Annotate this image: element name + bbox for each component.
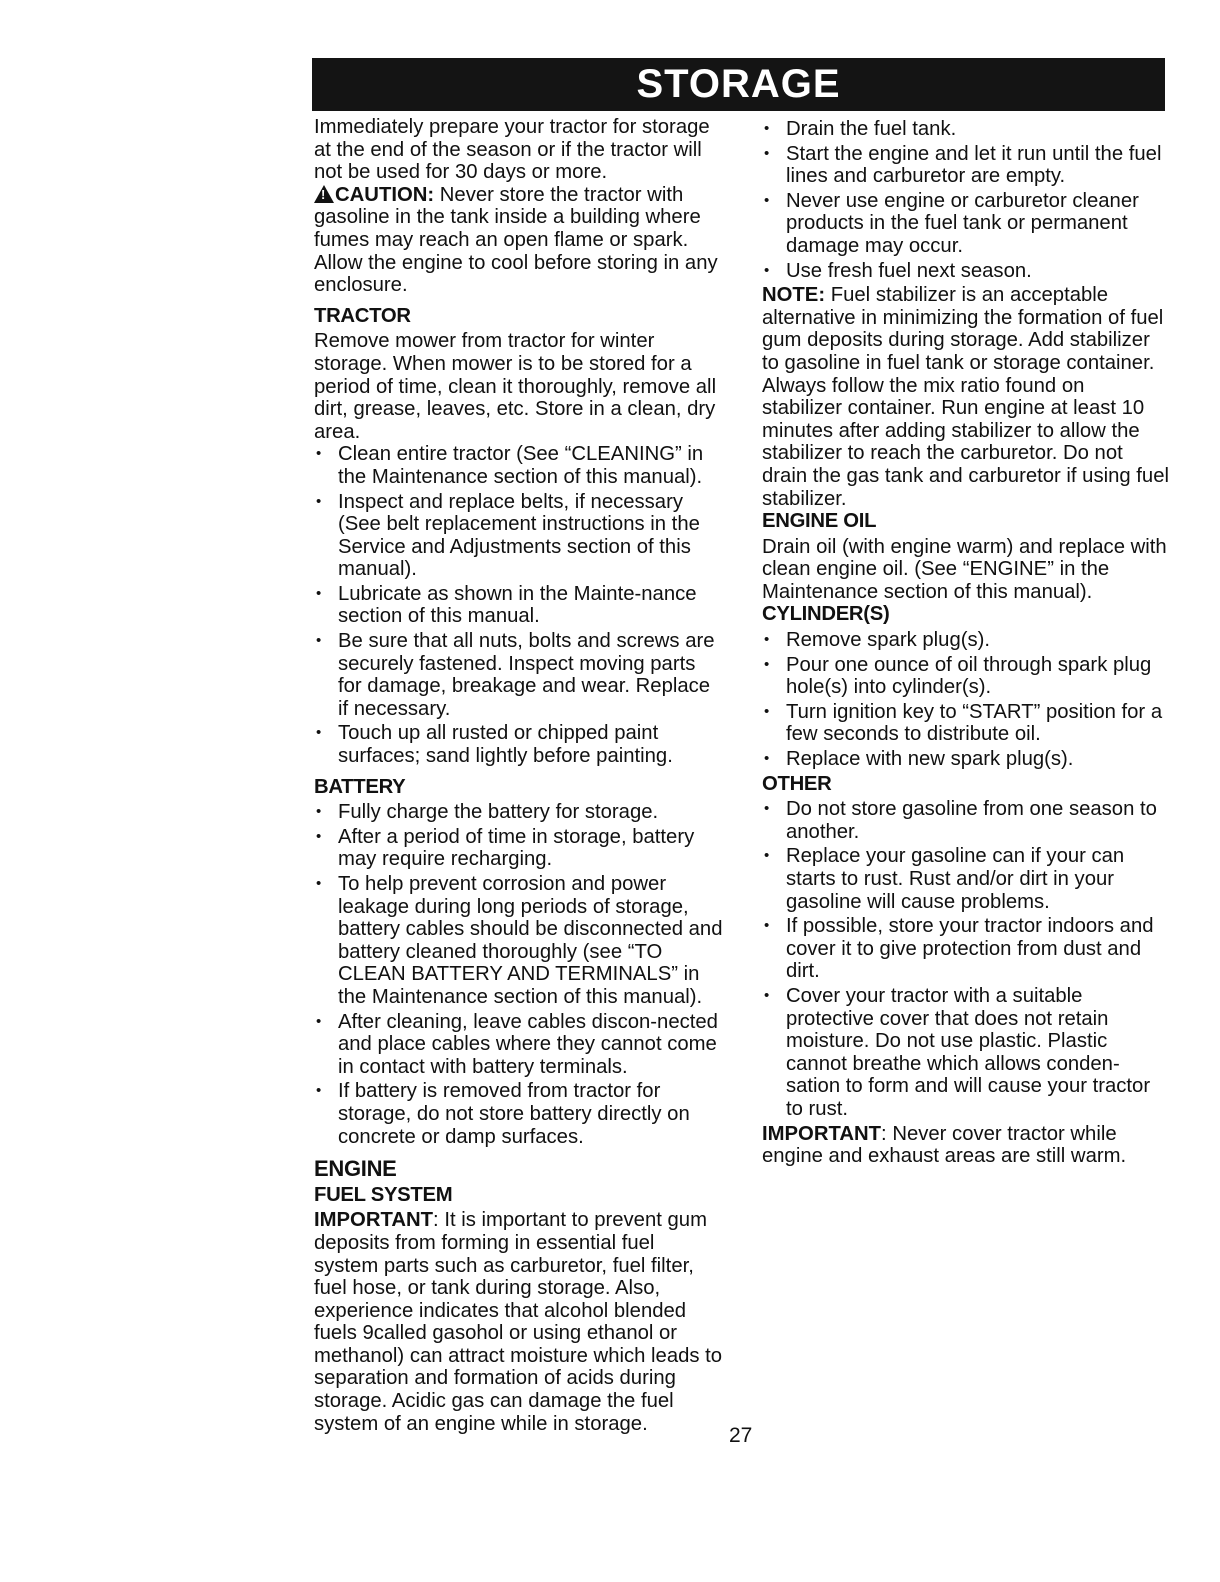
- list-item: • Be sure that all nuts, bolts and screws are securely fastened. Inspect moving parts for damage, breakage and wear. Replace if necessary.: [314, 630, 724, 720]
- engine-oil-heading: ENGINE OIL: [762, 510, 877, 533]
- tractor-list: [314, 443, 724, 767]
- fuel-system-heading: FUEL SYSTEM: [314, 1183, 453, 1206]
- list-item: • Replace your gasoline can if your can starts to rust. Rust and/or dirt in your gasoline will cause problems.: [762, 845, 1170, 913]
- note-label: NOTE:: [762, 284, 826, 307]
- cylinders-list: [762, 629, 1170, 771]
- other-heading: OTHER: [762, 772, 832, 795]
- battery-heading: BATTERY: [314, 775, 406, 798]
- list-item: • Replace with new spark plug(s).: [762, 748, 1170, 771]
- note-paragraph: [762, 284, 1170, 510]
- list-item: • Never use engine or carburetor cleaner products in the fuel tank or permanent damage may occur.: [762, 190, 1170, 258]
- list-item: • Do not store gasoline from one season to another.: [762, 798, 1170, 843]
- other-list: [762, 798, 1170, 1120]
- list-item: • Pour one ounce of oil through spark plug hole(s) into cylinder(s).: [762, 654, 1170, 699]
- battery-list: [314, 801, 724, 1148]
- list-item: • Fully charge the battery for storage.: [314, 801, 724, 824]
- tractor-heading: TRACTOR: [314, 304, 411, 327]
- list-item: • Drain the fuel tank.: [762, 118, 1170, 141]
- other-important-paragraph: [762, 1123, 1170, 1168]
- list-item: • Cover your tractor with a suitable protective cover that does not retain moisture. Do not use plastic. Plastic cannot breathe which allows conden-sation to form and will cause your tractor to rust.: [762, 985, 1170, 1121]
- list-item: • Inspect and replace belts, if necessary (See belt replacement instructions in the Service and Adjustments section of this manual).: [314, 491, 724, 581]
- list-item: • Clean entire tractor (See “CLEANING” in the Maintenance section of this manual).: [314, 443, 724, 488]
- list-item: • After a period of time in storage, battery may require recharging.: [314, 826, 724, 871]
- list-item: • If possible, store your tractor indoors and cover it to give protection from dust and dirt.: [762, 915, 1170, 983]
- engine-oil-paragraph: Drain oil (with engine warm) and replace with clean engine oil. (See “ENGINE” in the Maintenance section of this manual).: [762, 535, 1167, 603]
- cylinders-heading: CYLINDER(S): [762, 603, 890, 626]
- list-item: • Use fresh fuel next season.: [762, 260, 1170, 283]
- list-item: • To help prevent corrosion and power leakage during long periods of storage, battery cables should be disconnected and battery cleaned thoroughly (see “TO CLEAN BATTERY AND TERMINALS” in the Maintenance section of this manual).: [314, 873, 724, 1009]
- right-column: [762, 116, 1170, 1168]
- important-text: : It is important to prevent gum deposits from forming in essential fuel system parts such as carburetor, fuel filter, fuel hose, or tank during storage. Also, experience indicates that alcohol blended fuels 9called gasohol or using ethanol or methanol) can attract moisture which leads to separation and formation of acids during storage. Acidic gas can damage the fuel system of an engine while in storage.: [314, 1209, 723, 1435]
- important-text: : Never cover tractor while engine and exhaust areas are still warm.: [762, 1122, 1127, 1168]
- caution-paragraph: [314, 184, 724, 297]
- engine-heading: ENGINE: [314, 1156, 397, 1182]
- fuel-important-paragraph: [314, 1209, 724, 1435]
- fuel-list: [762, 118, 1170, 282]
- list-item: • If battery is removed from tractor for storage, do not store battery directly on concrete or damp surfaces.: [314, 1080, 724, 1148]
- left-column: [314, 116, 724, 1435]
- intro-paragraph: Immediately prepare your tractor for storage at the end of the season or if the tractor will not be used for 30 days or more.: [314, 116, 710, 184]
- page-title-banner: STORAGE: [312, 58, 1165, 111]
- list-item: • Remove spark plug(s).: [762, 629, 1170, 652]
- tractor-paragraph: Remove mower from tractor for winter storage. When mower is to be stored for a period of time, clean it thoroughly, remove all dirt, grease, leaves, etc. Store in a clean, dry area.: [314, 330, 717, 443]
- caution-label: CAUTION:: [335, 183, 435, 206]
- list-item: • After cleaning, leave cables discon-nected and place cables where they cannot come in contact with battery terminals.: [314, 1011, 724, 1079]
- important-label: IMPORTANT: [762, 1122, 882, 1145]
- warning-triangle-icon: [314, 185, 334, 203]
- important-label: IMPORTANT: [314, 1209, 434, 1232]
- caution-text: Never store the tractor with gasoline in the tank inside a building where fumes may reach an open flame or spark. Allow the engine to cool before storing in any enclosure.: [314, 183, 718, 297]
- page-number: 27: [729, 1424, 753, 1447]
- note-text: Fuel stabilizer is an acceptable alternative in minimizing the formation of fuel gum deposits during storage. Add stabilizer to gasoline in fuel tank or storage container. Always follow the mix ratio found on stabilizer container. Run engine at least 10 minutes after adding stabilizer to allow the stabilizer to reach the carburetor. Do not drain the gas tank and carburetor if using fuel stabilizer.: [762, 284, 1170, 510]
- list-item: • Touch up all rusted or chipped paint surfaces; sand lightly before painting.: [314, 722, 724, 767]
- list-item: • Turn ignition key to “START” position for a few seconds to distribute oil.: [762, 701, 1170, 746]
- list-item: • Start the engine and let it run until the fuel lines and carburetor are empty.: [762, 143, 1170, 188]
- list-item: • Lubricate as shown in the Mainte-nance section of this manual.: [314, 583, 724, 628]
